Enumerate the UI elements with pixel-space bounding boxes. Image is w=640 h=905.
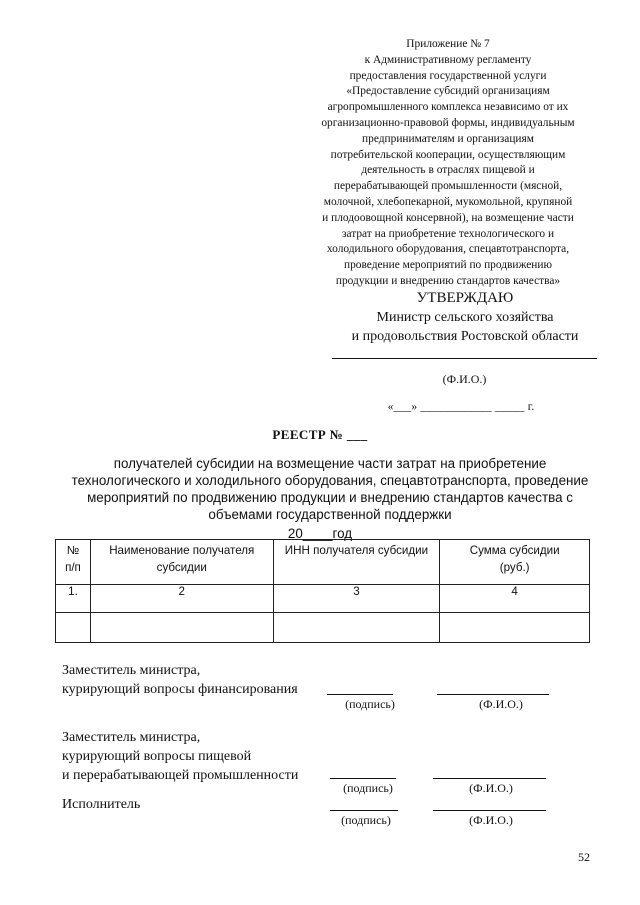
column-header-inn: ИНН получателя субсидии [273, 540, 440, 585]
fio-line [437, 694, 549, 695]
signature-block-executor [62, 795, 140, 814]
column-header-number: № п/п [56, 540, 91, 585]
appendix-line: предоставления государственной услуги [349, 69, 547, 82]
table-header-row [56, 540, 590, 585]
executor-label: Исполнитель [62, 797, 141, 812]
approval-block [326, 289, 604, 346]
table-cell: 2 [90, 585, 273, 613]
page-number: 52 [578, 850, 590, 864]
column-header-recipient-name: Наименование получателя субсидии [90, 540, 273, 585]
signatory-line: и перерабатывающей промышленности [62, 768, 299, 783]
appendix-line: потребительской кооперации, осуществляющим [330, 148, 566, 161]
approval-fio-caption: (Ф.И.О.) [442, 372, 487, 386]
column-header-subsidy-amount: Сумма субсидии (руб.) [440, 540, 590, 585]
signature-line [327, 694, 393, 695]
registry-title-line: получателей субсидии на возмещение части затрат на приобретение [113, 456, 547, 471]
signature-block-finance [62, 661, 298, 699]
approval-title: УТВЕРЖДАЮ [416, 290, 514, 306]
appendix-line: Приложение № 7 [406, 38, 490, 50]
appendix-line: проведение мероприятий по продвижению [344, 259, 552, 272]
signatory-line: курирующий вопросы пищевой [62, 749, 252, 764]
appendix-line: холодильного оборудования, спецавтотранспорта, [326, 243, 570, 256]
appendix-line: предпринимателям и организациям [362, 132, 534, 145]
signature-caption: (подпись) [345, 697, 395, 711]
appendix-line: к Административному регламенту [364, 53, 532, 66]
appendix-line: затрат на приобретение технологического и [341, 227, 555, 240]
signature-line [330, 778, 396, 779]
registry-title-line: мероприятий по продвижению продукции и внедрению стандартов качества с [87, 490, 573, 505]
signatory-line: курирующий вопросы финансирования [62, 682, 298, 697]
approval-date-line: «___» ____________ _____ г. [387, 401, 535, 413]
fio-caption: (Ф.И.О.) [469, 813, 513, 827]
appendix-line: перерабатывающей промышленности (мясной, [333, 180, 563, 193]
signature-block-food-industry [62, 728, 298, 785]
fio-caption: (Ф.И.О.) [469, 781, 513, 795]
table-cell [273, 613, 440, 643]
signature-line [330, 810, 398, 811]
table-cell: 4 [440, 585, 590, 613]
table-cell [90, 613, 273, 643]
fio-caption: (Ф.И.О.) [479, 697, 523, 711]
registry-table [55, 539, 590, 643]
approval-position-line1: Министр сельского хозяйства [376, 310, 554, 325]
signatory-line: Заместитель министра, [62, 730, 201, 745]
signatory-line: Заместитель министра, [62, 663, 201, 678]
fio-line [433, 810, 546, 811]
appendix-line: организационно-правовой формы, индивидуальным [321, 116, 575, 129]
approval-position-line2: и продовольствия Ростовской области [351, 329, 579, 344]
registry-title-line: объемами государственной поддержки [208, 507, 452, 522]
table-cell [440, 613, 590, 643]
appendix-line: продукции и внедрению стандартов качества» [335, 274, 561, 287]
appendix-header [286, 37, 610, 290]
appendix-line: «Предоставление субсидий организациям [346, 85, 550, 98]
registry-title [50, 455, 610, 523]
approval-signature-line [332, 358, 597, 359]
registry-heading: РЕЕСТР № ___ [272, 427, 368, 442]
table-cell: 3 [273, 585, 440, 613]
fio-line [433, 778, 546, 779]
appendix-line: деятельность в отраслях пищевой и [361, 164, 535, 177]
signature-caption: (подпись) [341, 813, 391, 827]
appendix-line: молочной, хлебопекарной, мукомольной, крупяной [323, 195, 573, 208]
appendix-line: и плодоовощной консервной), на возмещение части [322, 211, 574, 224]
signature-caption: (подпись) [343, 781, 393, 795]
table-row [56, 613, 590, 643]
table-cell: 1. [56, 585, 91, 613]
table-row [56, 585, 590, 613]
registry-year: 20____год [287, 526, 353, 541]
registry-title-line: технологического и холодильного оборудования, спецавтотранспорта, проведение [71, 473, 589, 488]
table-cell [56, 613, 91, 643]
appendix-line: агропромышленного комплекса независимо от их [327, 101, 569, 114]
